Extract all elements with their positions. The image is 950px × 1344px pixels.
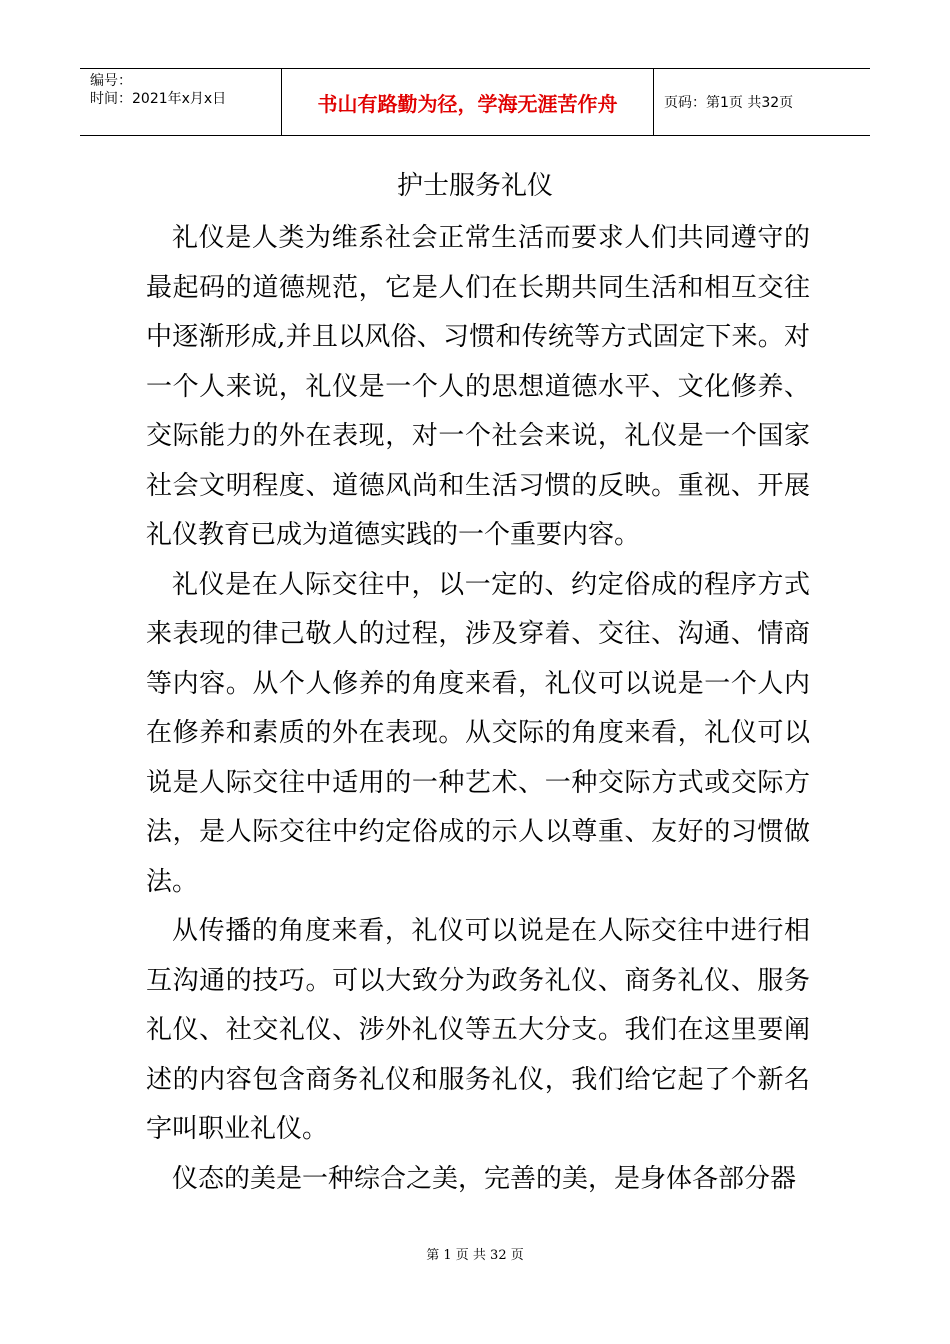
date-label: 时间：2021年x月x日 bbox=[90, 91, 227, 107]
header-motto: 书山有路勤为径，学海无涯苦作舟 bbox=[282, 69, 654, 135]
page-footer: 第 1 页 共 32 页 bbox=[426, 1248, 524, 1263]
header-left-cell bbox=[80, 69, 282, 135]
document-title: 护士服务礼仪 bbox=[396, 171, 553, 201]
paragraph: 仪态的美是一种综合之美，完善的美，是身体各部分器 bbox=[172, 1163, 797, 1194]
document-body bbox=[146, 214, 810, 1204]
paragraph: 礼仪是在人际交往中，以一定的、约定俗成的程序方式来表现的律己敬人的过程，涉及穿着、交往、沟通、情商等内容。从个人修养的角度来看，礼仪可以说是一个人内在修养和素质的外在表现。从交际的角度来看，礼仪可以说是人际交往中适用的一种艺术、一种交际方式或交际方法，是人际交往中约定俗成的示人以尊重、友好的习惯做法。 bbox=[146, 569, 810, 897]
header-table bbox=[80, 68, 870, 136]
paragraph: 从传播的角度来看，礼仪可以说是在人际交往中进行相互沟通的技巧。可以大致分为政务礼仪、商务礼仪、服务礼仪、社交礼仪、涉外礼仪等五大分支。我们在这里要阐述的内容包含商务礼仪和服务礼仪，我们给它起了个新名字叫职业礼仪。 bbox=[146, 916, 810, 1144]
header-page-info: 页码：第1页 共32页 bbox=[664, 95, 794, 111]
paragraph: 礼仪是人类为维系社会正常生活而要求人们共同遵守的最起码的道德规范，它是人们在长期共同生活和相互交往中逐渐形成,并且以风俗、习惯和传统等方式固定下来。对一个人来说，礼仪是一个人的思想道德水平、文化修养、交际能力的外在表现，对一个社会来说，礼仪是一个国家社会文明程度、道德风尚和生活习惯的反映。重视、开展礼仪教育已成为道德实践的一个重要内容。 bbox=[146, 223, 810, 550]
number-label: 编号： bbox=[90, 73, 132, 89]
